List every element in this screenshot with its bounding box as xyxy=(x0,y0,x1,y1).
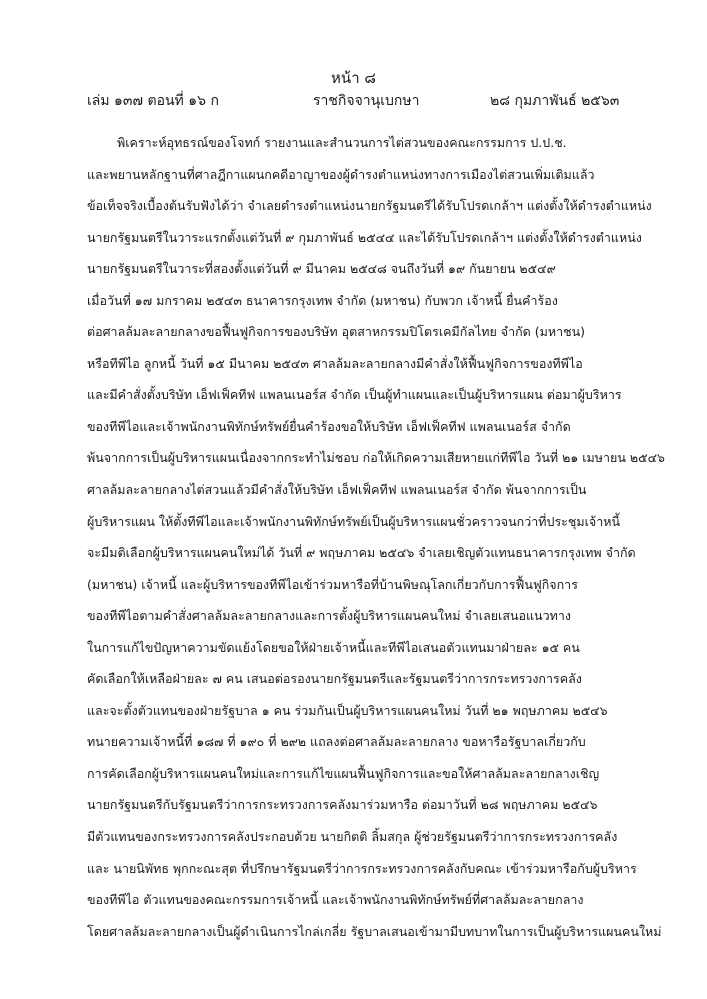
paragraph-line: ข้อเท็จจริงเบื้องต้นรับฟังได้ว่า จำเลยดำรงตำแหน่งนายกรัฐมนตรีได้รับโปรดเกล้าฯ แต่งตั้งให้ดำรงตำแหน่ง xyxy=(87,198,652,214)
paragraph-line: และพยานหลักฐานที่ศาลฎีกาแผนกคดีอาญาของผู้ดำรงตำแหน่งทางการเมืองไต่สวนเพิ่มเติมแล้ว xyxy=(87,166,595,182)
paragraph-line: การคัดเลือกผู้บริหารแผนคนใหม่และการแก้ไขแผนฟื้นฟูกิจการและขอให้ศาลล้มละลายกลางเชิญ xyxy=(87,765,600,781)
paragraph-line: นายกรัฐมนตรีในวาระแรกตั้งแต่วันที่ ๙ กุมภาพันธ์ ๒๕๔๔ และได้รับโปรดเกล้าฯ แต่งตั้งให้ดำรงตำแหน่ง xyxy=(87,229,642,245)
publication-name: ราชกิจจานุเบกษา xyxy=(313,93,420,109)
paragraph-line: และ นายนิพัทธ พุกกะณะสุต ที่ปรึกษารัฐมนตรีว่าการกระทรวงการคลังกับคณะ เข้าร่วมหารือกับผู้บริหาร xyxy=(87,860,637,876)
paragraph-line: และมีคำสั่งตั้งบริษัท เอ็ฟเฟ็คทีฟ แพลนเนอร์ส จำกัด เป็นผู้ทำแผนและเป็นผู้บริหารแผน ต่อมาผู้บริหาร xyxy=(87,387,622,403)
paragraph-line: หรือทีพีไอ ลูกหนี้ วันที่ ๑๕ มีนาคม ๒๕๔๓ ศาลล้มละลายกลางมีคำสั่งให้ฟื้นฟูกิจการของทีพีไอ xyxy=(87,355,583,371)
volume-issue: เล่ม ๑๓๗ ตอนที่ ๑๖ ก xyxy=(87,93,219,109)
paragraph-line: ของทีพีไอตามคำสั่งศาลล้มละลายกลางและการตั้งผู้บริหารแผนคนใหม่ จำเลยเสนอแนวทาง xyxy=(87,608,571,624)
paragraph-line: ทนายความเจ้าหนี้ที่ ๑๘๗ ที่ ๑๙๐ ที่ ๒๙๒ แถลงต่อศาลล้มละลายกลาง ขอหารือรัฐบาลเกี่ยวกับ xyxy=(87,734,586,750)
paragraph-line: นายกรัฐมนตรีกับรัฐมนตรีว่าการกระทรวงการคลังมาร่วมหารือ ต่อมาวันที่ ๒๘ พฤษภาคม ๒๕๔๖ xyxy=(87,797,598,813)
paragraph-line: ศาลล้มละลายกลางไต่สวนแล้วมีคำสั่งให้บริษัท เอ็ฟเฟ็คทีฟ แพลนเนอร์ส จำกัด พ้นจากการเป็น xyxy=(87,482,587,498)
page-number: หน้า ๘ xyxy=(331,69,376,87)
paragraph-line: ต่อศาลล้มละลายกลางขอฟื้นฟูกิจการของบริษัท อุตสาหกรรมปิโตรเคมีกัลไทย จำกัด (มหาชน) xyxy=(87,324,586,340)
paragraph-line: ของทีพีไอและเจ้าพนักงานพิทักษ์ทรัพย์ยื่นคำร้องขอให้บริษัท เอ็ฟเฟ็คทีฟ แพลนเนอร์ส จำกัด xyxy=(87,418,571,434)
paragraph-line: (มหาชน) เจ้าหนี้ และผู้บริหารของทีพีไอเข้าร่วมหารือที่บ้านพิษณุโลกเกี่ยวกับการฟื้นฟูกิจการ xyxy=(87,576,578,592)
paragraph-line: เมื่อวันที่ ๑๗ มกราคม ๒๕๔๓ ธนาคารกรุงเทพ จำกัด (มหาชน) กับพวก เจ้าหนี้ ยื่นคำร้อง xyxy=(87,292,558,308)
gazette-header xyxy=(0,90,707,112)
paragraph-line: พิเคราะห์อุทธรณ์ของโจทก์ รายงานและสำนวนการไต่สวนของคณะกรรมการ ป.ป.ช. xyxy=(117,135,567,150)
paragraph-line: มีตัวแทนของกระทรวงการคลังประกอบด้วย นายกิตติ ลิ้มสกุล ผู้ช่วยรัฐมนตรีว่าการกระทรวงการคลัง xyxy=(87,829,618,845)
body-text xyxy=(87,127,707,947)
paragraph-line: โดยศาลล้มละลายกลางเป็นผู้ดำเนินการไกล่เกลี่ย รัฐบาลเสนอเข้ามามีบทบาทในการเป็นผู้บริหารแผนคนใหม่ xyxy=(87,923,662,939)
paragraph-line: และจะตั้งตัวแทนของฝ่ายรัฐบาล ๑ คน ร่วมกันเป็นผู้บริหารแผนคนใหม่ วันที่ ๒๑ พฤษภาคม ๒๕๔๖ xyxy=(87,702,608,718)
paragraph-line: จะมีมติเลือกผู้บริหารแผนคนใหม่ได้ วันที่ ๙ พฤษภาคม ๒๕๔๖ จำเลยเชิญตัวแทนธนาคารกรุงเทพ จำกัด xyxy=(87,545,636,561)
paragraph-line: ผู้บริหารแผน ให้ตั้งทีพีไอและเจ้าพนักงานพิทักษ์ทรัพย์เป็นผู้บริหารแผนชั่วคราวจนกว่าที่ประชุมเจ้าหนี้ xyxy=(87,513,620,529)
paragraph-line: นายกรัฐมนตรีในวาระที่สองตั้งแต่วันที่ ๙ มีนาคม ๒๕๔๘ จนถึงวันที่ ๑๙ กันยายน ๒๕๔๙ xyxy=(87,261,556,277)
paragraph-line: พ้นจากการเป็นผู้บริหารแผนเนื่องจากกระทำไม่ชอบ ก่อให้เกิดความเสียหายแก่ทีพีไอ วันที่ ๒๑ เมษายน ๒๕๔๖ xyxy=(87,450,665,466)
publication-date: ๒๘ กุมภาพันธ์ ๒๕๖๓ xyxy=(490,93,620,109)
paragraph-line: ของทีพีไอ ตัวแทนของคณะกรรมการเจ้าหนี้ และเจ้าพนักงานพิทักษ์ทรัพย์ที่ศาลล้มละลายกลาง xyxy=(87,892,584,908)
paragraph-line: คัดเลือกให้เหลือฝ่ายละ ๗ คน เสนอต่อรองนายกรัฐมนตรีและรัฐมนตรีว่าการกระทรวงการคลัง xyxy=(87,671,582,687)
paragraph-line: ในการแก้ไขปัญหาความขัดแย้งโดยขอให้ฝ่ายเจ้าหนี้และทีพีไอเสนอตัวแทนมาฝ่ายละ ๑๕ คน xyxy=(87,639,580,655)
